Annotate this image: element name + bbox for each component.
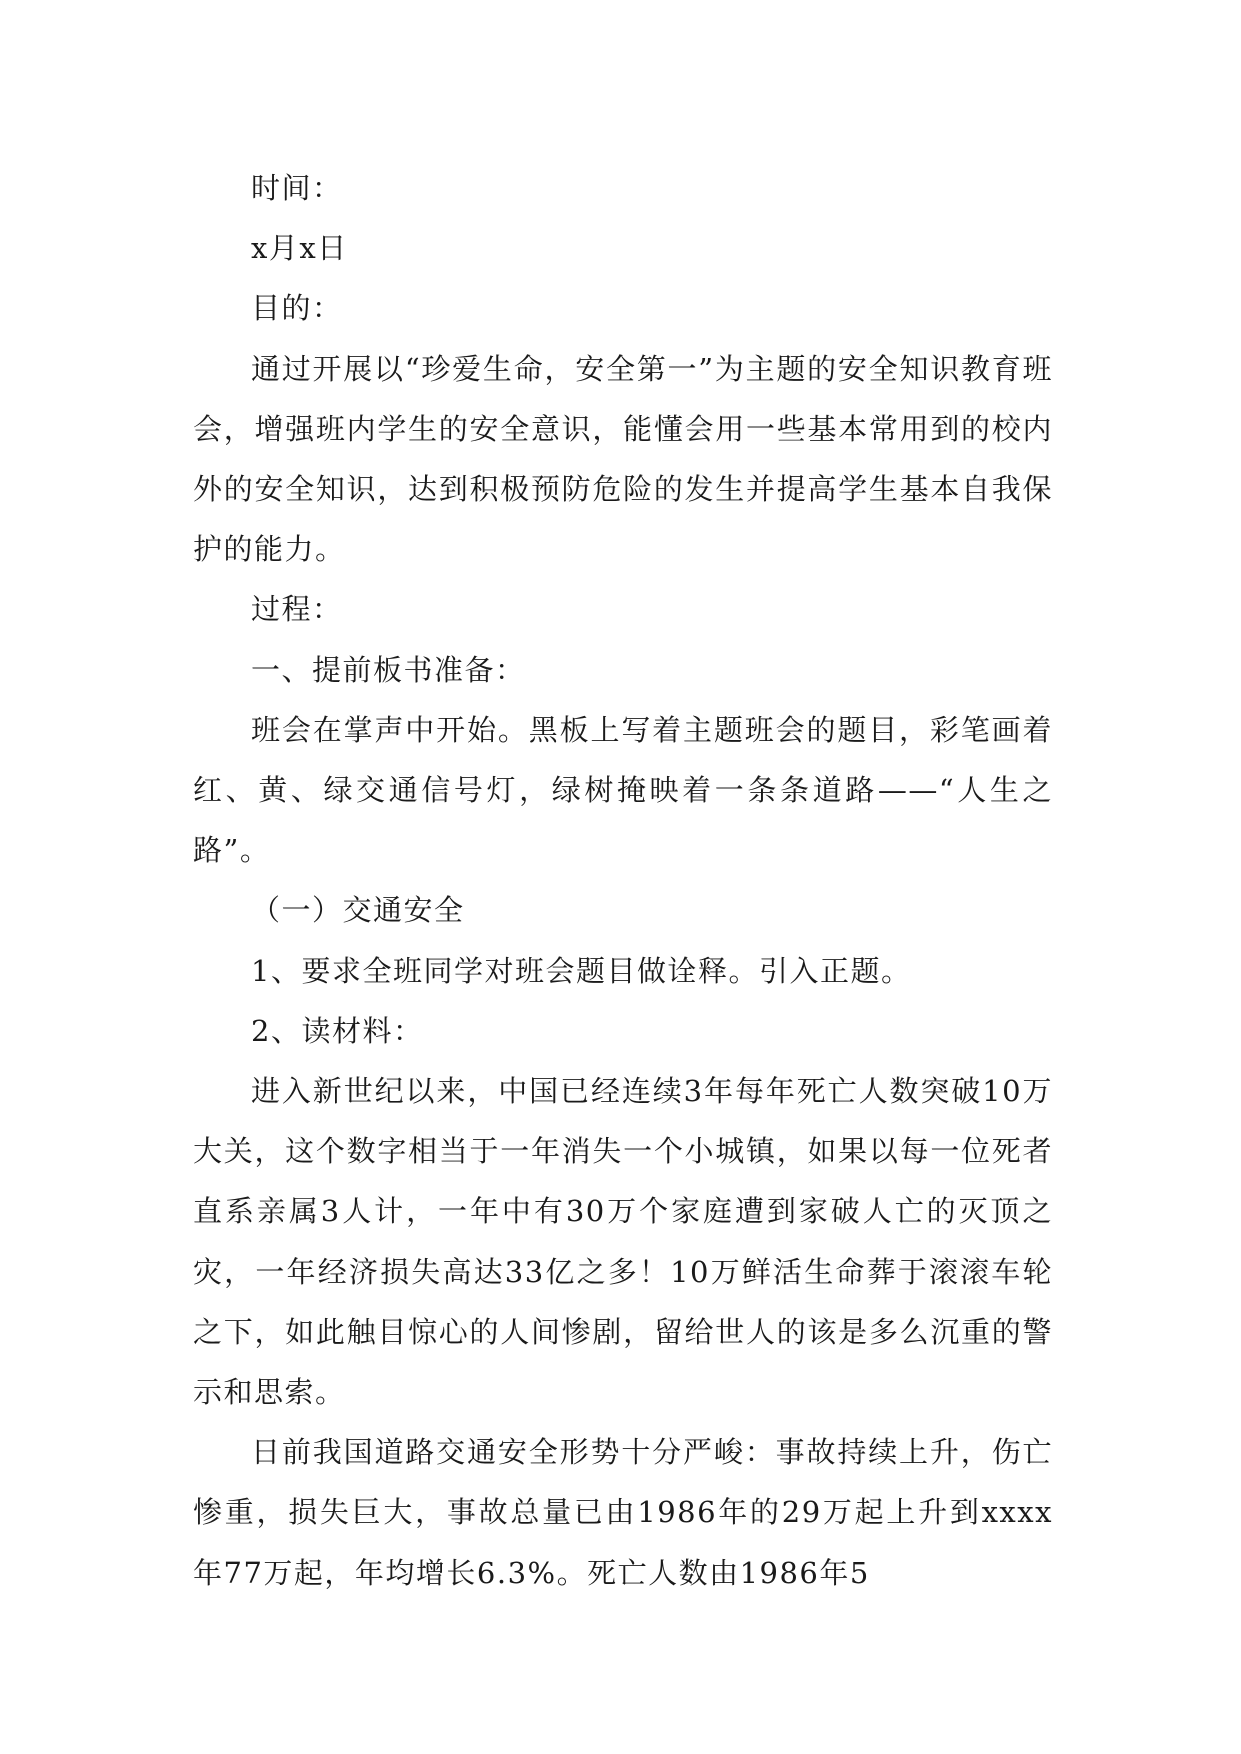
paragraph-purpose: 通过开展以“珍爱生命，安全第一”为主题的安全知识教育班会，增强班内学生的安全意识，能懂会用一些基本常用到的校内外的安全知识，达到积极预防危险的发生并提高学生基本自我保护的能力。 bbox=[193, 351, 1053, 567]
paragraph-item-2: 2、读材料： bbox=[251, 1013, 424, 1048]
paragraph-date: x月x日 bbox=[251, 231, 348, 266]
paragraph-material: 进入新世纪以来，中国已经连续3年每年死亡人数突破10万大关，这个数字相当于一年消失一个小城镇，如果以每一位死者直系亲属3人计，一年中有30万个家庭遭到家破人亡的灭顶之灾，一年经济损失高达33亿之多！10万鲜活生命葬于滚滚车轮之下，如此触目惊心的人间惨剧，留给世人的该是多么沉重的警示和思索。 bbox=[193, 1074, 1053, 1410]
paragraph-time-label: 时间： bbox=[251, 171, 343, 205]
paragraph-section-1: 一、提前板书准备： bbox=[251, 652, 526, 687]
paragraph-process-label: 过程： bbox=[251, 592, 343, 627]
paragraph-purpose-label: 目的： bbox=[251, 291, 343, 326]
paragraph-situation: 日前我国道路交通安全形势十分严峻：事故持续上升，伤亡惨重，损失巨大，事故总量已由1986年的29万起上升到xxxx年77万起，年均增长6.3%。死亡人数由1986年5 bbox=[193, 1435, 1053, 1590]
document-body bbox=[193, 158, 1053, 1603]
paragraph-item-1: 1、要求全班同学对班会题目做诠释。引入正题。 bbox=[251, 953, 912, 988]
paragraph-blackboard: 班会在掌声中开始。黑板上写着主题班会的题目，彩笔画着红、黄、绿交通信号灯，绿树掩映着一条条道路——“人生之路”。 bbox=[193, 712, 1053, 868]
paragraph-subsection-traffic: （一）交通安全 bbox=[251, 893, 465, 928]
